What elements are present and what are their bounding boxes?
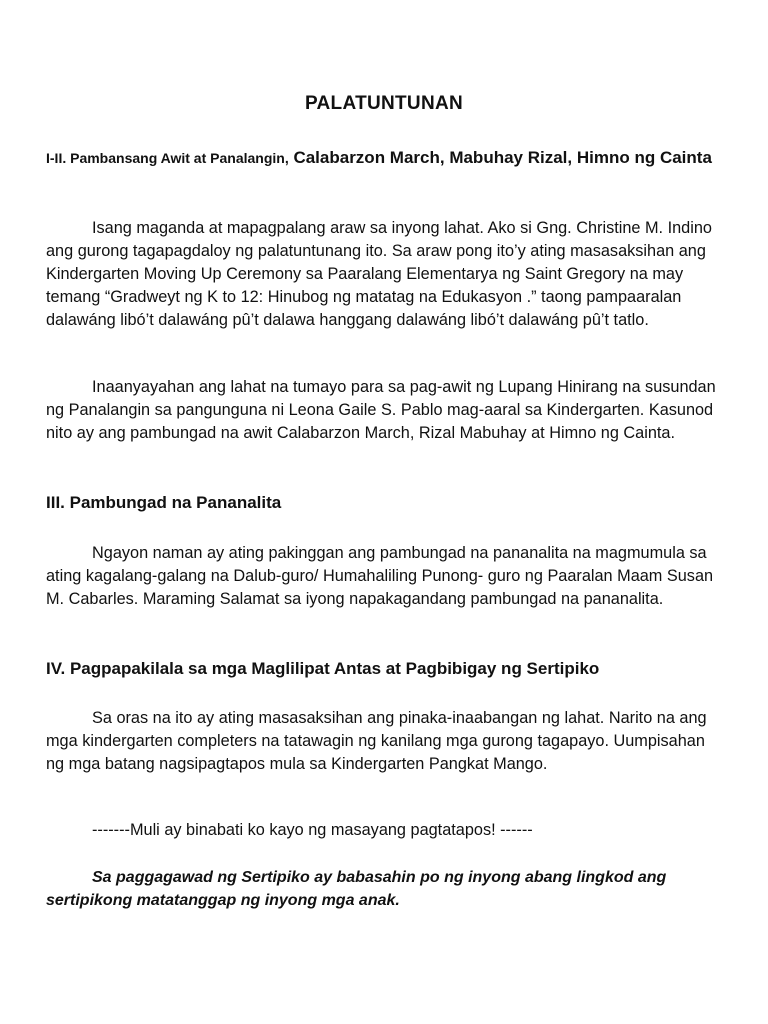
paragraph-completers-text: Sa oras na ito ay ating masasaksihan ang pinaka-inaabangan ng lahat. Narito na ang mga kindergarten completers na tatawagin ng kanilang mga gurong tagapayo. Uumpisahan ng mga batang nagsipagtapos mula sa Kindergarten Pangkat Mango. (46, 709, 707, 773)
document-title: PALATUNTUNAN (304, 93, 464, 114)
congratulations-line (46, 819, 726, 842)
paragraph-welcome (46, 217, 726, 332)
section-heading-1 (46, 145, 736, 171)
section-heading-4: IV. Pagpapakilala sa mga Maglilipat Antas at Pagbibigay ng Sertipiko (46, 659, 600, 678)
paragraph-welcome-text: Isang maganda at mapagpalang araw sa inyong lahat. Ako si Gng. Christine M. Indino ang gurong tagapagdaloy ng palatuntunang ito. Sa araw pong ito’y ating masasaksihan ang Kindergarten Moving Up Ceremony sa Paaralang Elementarya ng Saint Gregory na may temang “Gradweyt ng K to 12: Hinubog ng matatag na Edukasyon .” taong pampaaralan dalawáng libó’t dalawáng pû’t dalawa hanggang dalawáng libó’t dalawáng pû’t tatlo. (46, 219, 712, 329)
section-heading-1-part-b: Calabarzon March, Mabuhay Rizal, Himno ng Cainta (288, 148, 712, 167)
congratulations-line-text: -------Muli ay binabati ko kayo ng masayang pagtatapos! ------ (92, 821, 533, 839)
paragraph-anthem-text: Inaanyayahan ang lahat na tumayo para sa pag-awit ng Lupang Hinirang na susundan ng Panalangin sa pangunguna ni Leona Gaile S. Pablo mag-aaral sa Kindergarten. Kasunod nito ay ang pambungad na awit Calabarzon March, Rizal Mabuhay at Himno ng Cainta. (46, 378, 716, 442)
section-heading-1-part-a: I-II. Pambansang Awit at Panalangin, (46, 150, 289, 166)
paragraph-opening-remarks-text: Ngayon naman ay ating pakinggan ang pambungad na pananalita na magmumula sa ating kagalang-galang na Dalub-guro/ Humahaliling Punong- guro ng Paaralan Maam Susan M. Cabarles. Maraming Salamat sa iyong napakagandang pambungad na pananalita. (46, 544, 714, 608)
closing-note (46, 866, 726, 912)
paragraph-anthem (46, 376, 726, 445)
section-heading-3: III. Pambungad na Pananalita (46, 493, 282, 512)
closing-note-text: Sa paggagawad ng Sertipiko ay babasahin po ng inyong abang lingkod ang sertipikong matatanggap ng inyong mga anak. (46, 869, 667, 909)
paragraph-opening-remarks (46, 542, 726, 611)
paragraph-completers (46, 707, 726, 776)
